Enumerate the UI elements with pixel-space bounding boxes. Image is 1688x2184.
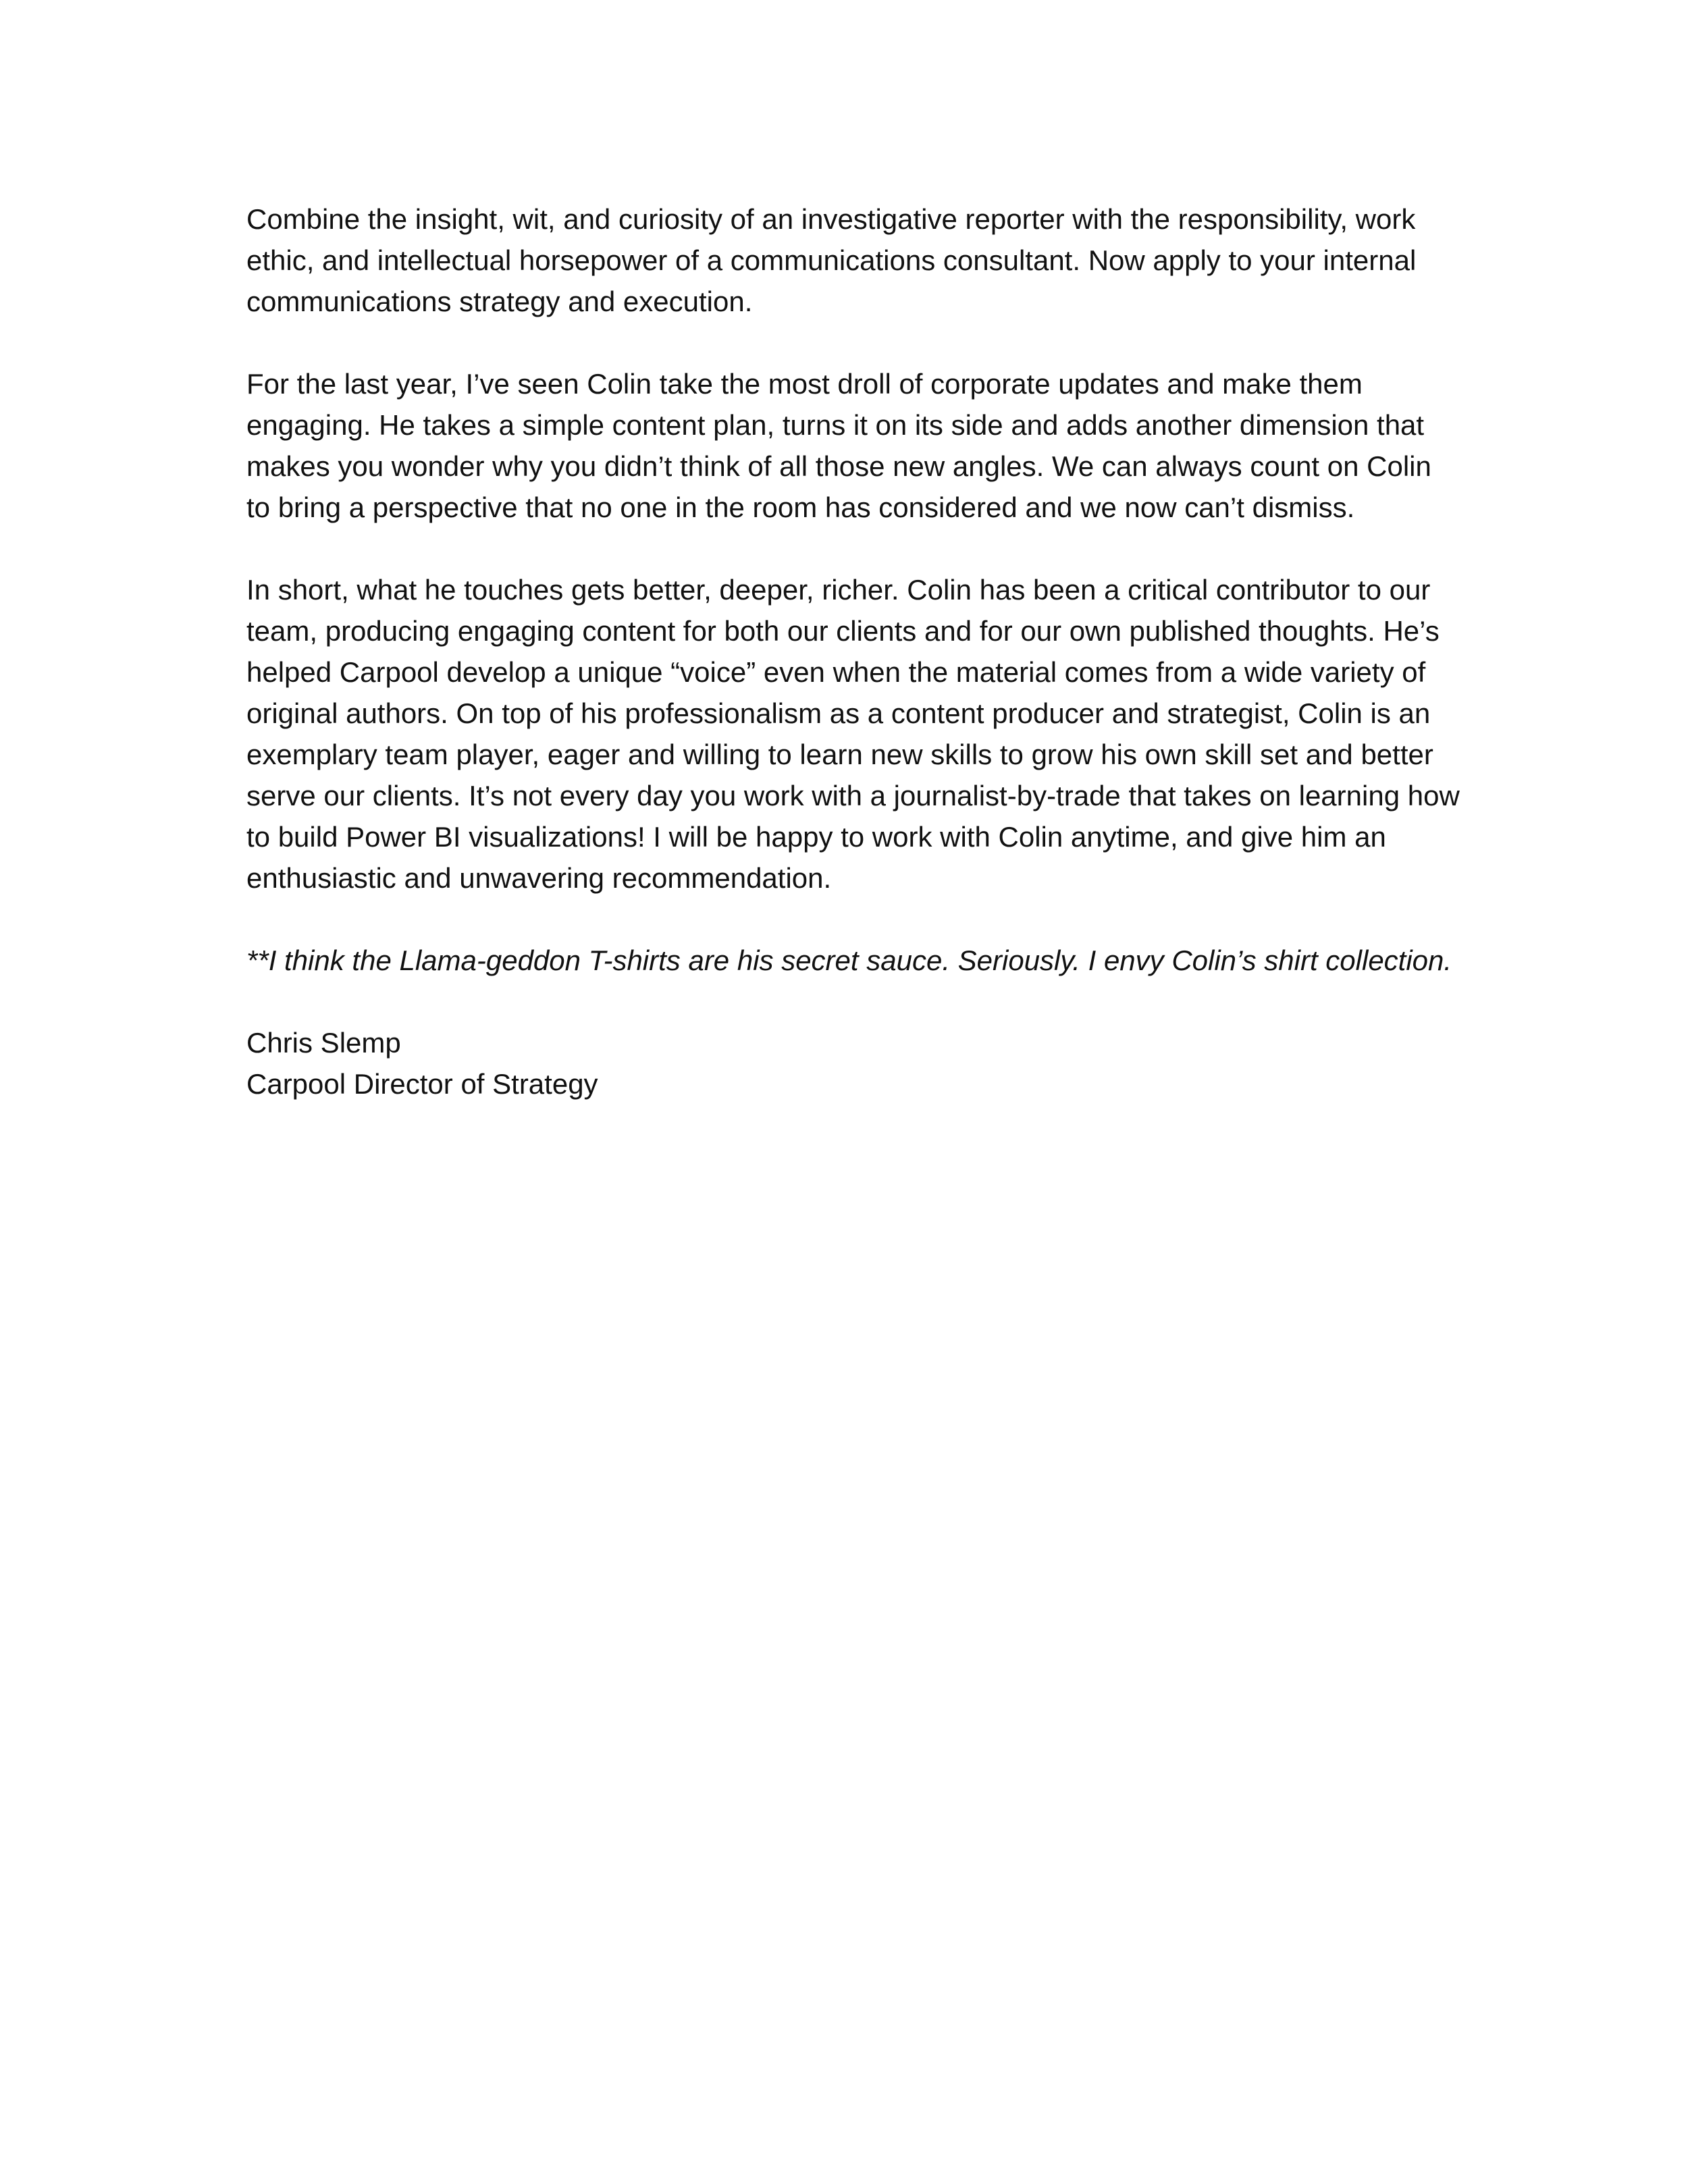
- signer-name: Chris Slemp: [246, 1027, 401, 1059]
- paragraph-intro: Combine the insight, wit, and curiosity of an investigative reporter with the responsibility, work ethic, and intellectual horsepower of a communications consultant. Now apply to your internal communications strategy and execution.: [246, 203, 1417, 317]
- signer-title: Carpool Director of Strategy: [246, 1068, 598, 1100]
- letter-body: [246, 198, 1462, 1104]
- paragraph-last-year: For the last year, I’ve seen Colin take the most droll of corporate updates and make them engaging. He takes a simple content plan, turns it on its side and adds another dimension that makes you wonder why you didn’t think of all those new angles. We can always count on Colin to bring a perspective that no one in the room has considered and we now can’t dismiss.: [246, 368, 1431, 523]
- postscript-note: **I think the Llama-geddon T-shirts are his secret sauce. Seriously. I envy Colin’s shirt collection.: [246, 944, 1452, 976]
- signature-block: [246, 1022, 1462, 1104]
- paragraph-in-short: In short, what he touches gets better, deeper, richer. Colin has been a critical contributor to our team, producing engaging content for both our clients and for our own published thoughts. He’s helped Carpool develop a unique “voice” even when the material comes from a wide variety of original authors. On top of his professionalism as a content producer and strategist, Colin is an exemplary team player, eager and willing to learn new skills to grow his own skill set and better serve our clients. It’s not every day you work with a journalist-by-trade that takes on learning how to build Power BI visualizations! I will be happy to work with Colin anytime, and give him an enthusiastic and unwavering recommendation.: [246, 574, 1460, 894]
